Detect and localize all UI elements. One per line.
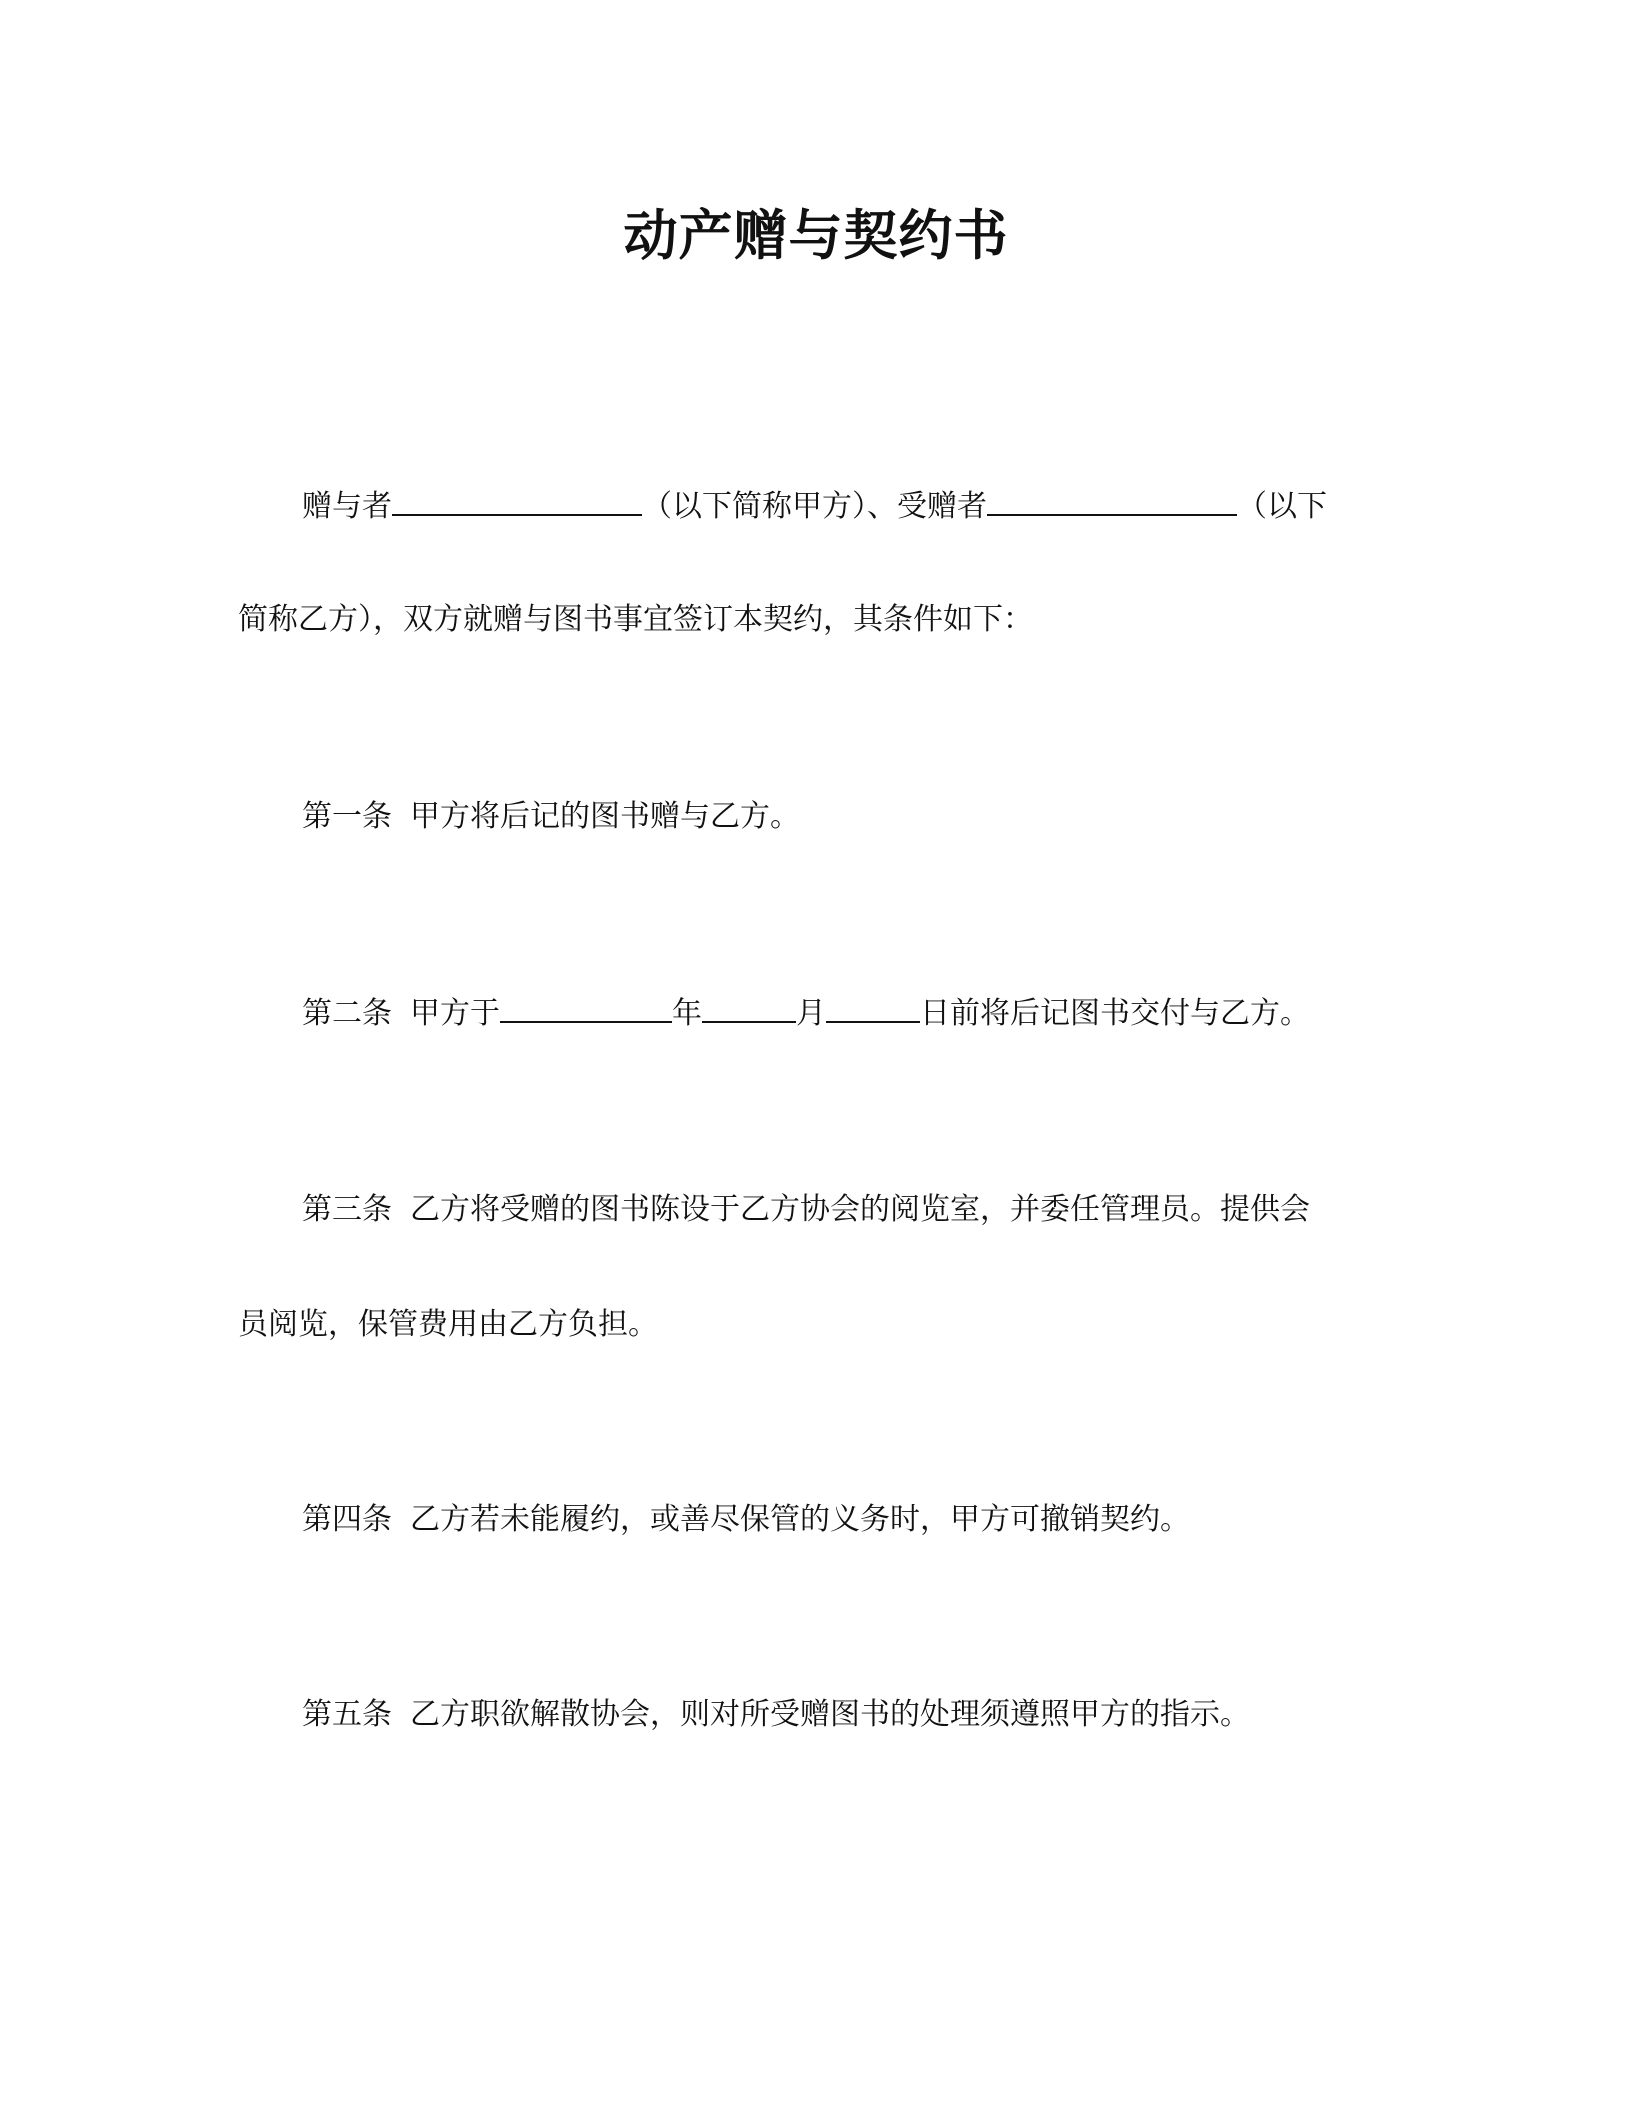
article-label: 第四条 bbox=[302, 1502, 392, 1537]
article-text: 乙方将受赠的图书陈设于乙方协会的阅览室，并委任管理员。提供会 bbox=[410, 1192, 1310, 1227]
article-4 bbox=[302, 1498, 1190, 1542]
year-label: 年 bbox=[672, 996, 702, 1031]
donor-label: 赠与者 bbox=[302, 489, 392, 524]
article-text: 甲方将后记的图书赠与乙方。 bbox=[410, 799, 800, 834]
article-2 bbox=[302, 991, 1310, 1036]
preamble-text-a: （以下简称甲方）、受赠者 bbox=[642, 489, 987, 524]
article-3 bbox=[302, 1188, 1310, 1232]
article-3-continuation: 员阅览，保管费用由乙方负担。 bbox=[238, 1307, 658, 1342]
article-text-after: 日前将后记图书交付与乙方。 bbox=[920, 996, 1310, 1031]
article-text: 乙方若未能履约，或善尽保管的义务时，甲方可撤销契约。 bbox=[410, 1502, 1190, 1537]
article-label: 第五条 bbox=[302, 1697, 392, 1732]
article-1 bbox=[302, 795, 800, 839]
document-title: 动产赠与契约书 bbox=[623, 204, 1009, 267]
preamble-line-2: 简称乙方），双方就赠与图书事宜签订本契约，其条件如下： bbox=[238, 602, 1033, 637]
month-field[interactable] bbox=[702, 991, 796, 1023]
article-text: 乙方职欲解散协会，则对所受赠图书的处理须遵照甲方的指示。 bbox=[410, 1697, 1250, 1732]
preamble-line-1 bbox=[302, 484, 1327, 529]
day-field[interactable] bbox=[826, 991, 920, 1023]
article-label: 第一条 bbox=[302, 799, 392, 834]
donee-name-field[interactable] bbox=[987, 484, 1237, 516]
article-5 bbox=[302, 1693, 1250, 1737]
article-label: 第三条 bbox=[302, 1192, 392, 1227]
donor-name-field[interactable] bbox=[392, 484, 642, 516]
article-label: 第二条 bbox=[302, 996, 392, 1031]
year-field[interactable] bbox=[500, 991, 672, 1023]
article-text-before: 甲方于 bbox=[410, 996, 500, 1031]
preamble-text-b: （以下 bbox=[1237, 489, 1327, 524]
month-label: 月 bbox=[796, 996, 826, 1031]
